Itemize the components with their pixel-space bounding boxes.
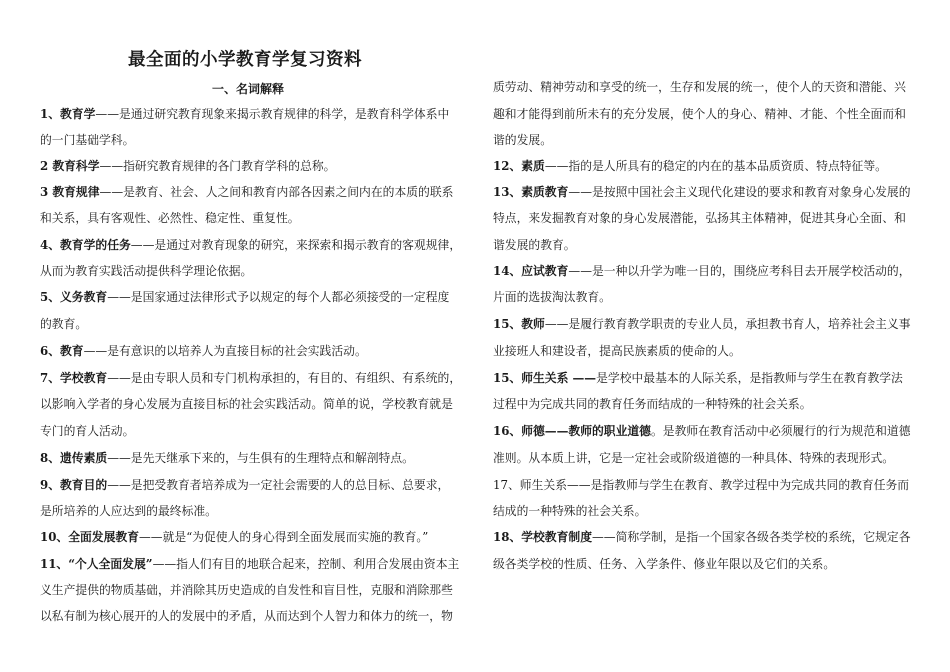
text-line: 13、素质教育——是按照中国社会主义现代化建设的要求和教育对象身心发展的	[493, 185, 911, 199]
text-line: 6、教育——是有意识的以培养人为直接目标的社会实践活动。	[40, 344, 367, 358]
text-line: 级各类学校的性质、任务、入学条件、修业年限以及它们的关系。	[493, 557, 836, 571]
text-line: 趣和才能得到前所未有的充分发展，使个人的身心、精神、才能、个性全面而和	[493, 107, 906, 121]
text-line: 14、应试教育——是一种以升学为唯一目的，围绕应考科目去开展学校活动的，	[493, 264, 911, 278]
text-line: 结成的一种特殊的社会关系。	[493, 504, 647, 518]
text-line: 1、教育学——是通过研究教育现象来揭示教育规律的科学，是教育科学体系中	[40, 107, 450, 121]
text-line: 17、师生关系——是指教师与学生在教育、教学过程中为完成共同的教育任务而	[493, 478, 910, 492]
text-line: 过程中为完成共同的教育任务而结成的一种特殊的社会关系。	[493, 397, 812, 411]
text-line: 特点，来发掘教育对象的身心发展潜能，弘扬其主体精神，促进其身心全面、和	[493, 211, 906, 225]
text-line: 片面的选拔淘汰教育。	[493, 290, 611, 304]
text-line: 18、学校教育制度——简称学制，是指一个国家各级各类学校的系统，它规定各	[493, 530, 911, 544]
text-line: 7、学校教育——是由专职人员和专门机构承担的，有目的、有组织、有系统的，	[40, 371, 462, 385]
text-line: 以影响入学者的身心发展为直接目标的社会实践活动。简单的说，学校教育就是	[40, 397, 453, 411]
text-line: 11、“个人全面发展”——指人们有目的地联合起来，控制、利用合发展由资本主	[40, 557, 460, 571]
text-line: 从而为教育实践活动提供科学理论依据。	[40, 264, 253, 278]
text-line: 15、教师——是履行教育教学职责的专业人员，承担教书育人，培养社会主义事	[493, 317, 911, 331]
text-line: 的教育。	[40, 317, 88, 331]
text-line: 9、教育目的——是把受教育者培养成为一定社会需要的人的总目标、总要求，	[40, 478, 450, 492]
text-line: 准则。从本质上讲，它是一定社会或阶级道德的一种具体、特殊的表现形式。	[493, 451, 895, 465]
text-line: 3 教育规律——是教育、社会、人之间和教育内部各因素之间内在的本质的联系	[40, 185, 454, 199]
section-heading: 一、名词解释	[212, 82, 285, 96]
text-line: 质劳动、精神劳动和享受的统一，生存和发展的统一，使个人的天资和潜能、兴	[493, 80, 906, 94]
text-line: 8、遗传素质——是先天继承下来的，与生俱有的生理特点和解剖特点。	[40, 451, 414, 465]
text-line: 2 教育科学——指研究教育规律的各门教育学科的总称。	[40, 159, 336, 173]
text-line: 16、师德——教师的职业道德。是教师在教育活动中必须履行的行为规范和道德	[493, 424, 911, 438]
text-line: 谐的发展。	[493, 133, 552, 147]
text-line: 和关系，具有客观性、必然性、稳定性、重复性。	[40, 211, 300, 225]
document-title: 最全面的小学教育学复习资料	[128, 50, 362, 70]
text-line: 以私有制为核心展开的人的发展中的矛盾，从而达到个人智力和体力的统一，物	[40, 609, 453, 623]
text-line: 5、义务教育——是国家通过法律形式予以规定的每个人都必须接受的一定程度	[40, 290, 450, 304]
text-line: 12、素质——指的是人所具有的稳定的内在的基本品质资质、特点特征等。	[493, 159, 887, 173]
text-line: 10、全面发展教育——就是“为促使人的身心得到全面发展而实施的教育。”	[40, 530, 429, 544]
text-line: 专门的育人活动。	[40, 424, 135, 438]
text-line: 的一门基础学科。	[40, 133, 135, 147]
text-line: 谐发展的教育。	[493, 238, 576, 252]
text-line: 义生产提供的物质基础，并消除其历史造成的自发性和盲目性，克服和消除那些	[40, 583, 453, 597]
text-line: 4、教育学的任务——是通过对教育现象的研究，来探索和揭示教育的客观规律，	[40, 238, 462, 252]
text-line: 是所培养的人应达到的最终标准。	[40, 504, 217, 518]
text-line: 业接班人和建设者，提高民族素质的使命的人。	[493, 344, 741, 358]
text-line: 15、师生关系 ——是学校中最基本的人际关系，是指教师与学生在教育教学法	[493, 371, 903, 385]
